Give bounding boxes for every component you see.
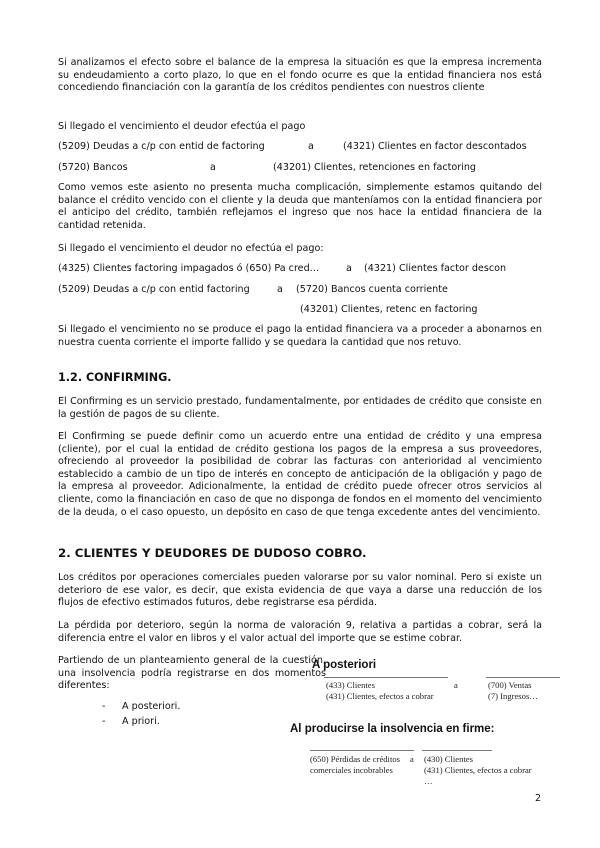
paragraph-bank-withholding: Si llegado el vencimiento no se produce el pago la entidad financiera va a proceder a abonarnos en nuestra cuenta corriente el importe fallido y se quedara la cantidad que nos retuvo.	[58, 324, 542, 348]
paragraph-impairment-loss: La pérdida por deterioro, según la norma de valoración 9, relativa a partidas a cobrar, será la diferencia entre el valor en libros y el valor actual del importe que se estime cobrar.	[58, 620, 542, 644]
paragraph-payment-not-made: Si llegado el vencimiento el deudor no efectúa el pago:	[58, 243, 324, 254]
image-rule	[422, 750, 492, 751]
entry4-a: a	[277, 284, 283, 295]
page-number: 2	[535, 793, 542, 804]
entry2-debit: (5720) Bancos	[58, 162, 128, 173]
entry4-debit: (5209) Deudas a c/p con entid factoring	[58, 284, 250, 295]
paragraph-balance-effect: Si analizamos el efecto sobre el balance de la empresa la situación es que la empresa incrementa su endeudamiento a corto plazo, lo que en el fondo ocurre es que la entidad financiera nos está concediendo financiación con la garantía de los créditos pendientes con nuestros cliente	[58, 57, 542, 94]
entry5-credit: (43201) Clientes, retenc en factoring	[300, 304, 478, 315]
image-r1-right2: (7) Ingresos…	[488, 691, 538, 701]
bullet-marker: -	[102, 701, 106, 712]
heading-confirming: 1.2. CONFIRMING.	[58, 371, 172, 384]
entry3-debit: (4325) Clientes factoring impagados ó (650) Pa cred…	[58, 263, 320, 274]
image-r2-left2: comerciales incobrables	[310, 765, 393, 775]
entry1-debit: (5209) Deudas a c/p con entid de factoring	[58, 141, 265, 152]
image-rule	[324, 677, 448, 678]
paragraph-commercial-credits: Los créditos por operaciones comerciales pueden valorarse por su valor nominal. Pero si existe un deterioro de ese valor, es decir, que exista evidencia de que vaya a darse una reducción de los flujos de efectivo estimados futuros, debe registrarse esa pérdida.	[58, 572, 542, 609]
bullet-marker: -	[102, 716, 106, 727]
image-r1-left2: (431) Clientes, efectos a cobrar	[326, 691, 434, 701]
image-r1-right1: (700) Ventas	[488, 680, 532, 690]
bullet-a-posteriori: A posteriori.	[122, 701, 181, 712]
image-r1-a: a	[454, 680, 458, 690]
image-r2-a: a	[410, 754, 414, 764]
image-r2-left1: (650) Pérdidas de créditos	[310, 754, 400, 764]
image-r2-right1: (430) Clientes	[424, 754, 473, 764]
entry3-credit: (4321) Clientes factor descon	[364, 263, 507, 274]
image-title-insolvency: Al producirse la insolvencia en firme:	[290, 723, 495, 735]
heading-doubtful-debtors: 2. CLIENTES Y DEUDORES DE DUDOSO COBRO.	[58, 546, 367, 560]
entry2-a: a	[210, 162, 216, 173]
image-rule	[486, 677, 560, 678]
image-r1-left1: (433) Clientes	[326, 680, 375, 690]
entry1-credit: (4321) Clientes en factor descontados	[343, 141, 527, 152]
bullet-a-priori: A priori.	[122, 716, 160, 727]
entry3-a: a	[346, 263, 352, 274]
paragraph-two-moments: Partiendo de un planteamiento general de la cuestión, una insolvencia podría registrarse en dos momentos diferentes:	[58, 655, 326, 692]
paragraph-payment-made: Si llegado el vencimiento el deudor efectúa el pago	[58, 121, 306, 132]
paragraph-entry-explanation: Como vemos este asiento no presenta mucha complicación, simplemente estamos quitando del balance el crédito vencido con el cliente y la deuda que manteníamos con la entidad financiera por el anticipo del crédito, también reflejamos el ingreso que nos hace la entidad financiera de la cantidad retenida.	[58, 182, 542, 231]
entry2-credit: (43201) Clientes, retenciones en factoring	[273, 162, 477, 173]
paragraph-confirming-definition: El Confirming se puede definir como un acuerdo entre una entidad de crédito y una empresa (cliente), por el cual la entidad de crédito gestiona los pagos de la empresa a sus proveedores, ofreciendo al proveedor la posibilidad de cobrar las facturas con anterioridad al vencimiento establecido a cambio de un tipo de interés en concepto de anticipación de la obligación y pago de la empresa al proveedor. Adicionalmente, la entidad de crédito puede ofrecer otros servicios al cliente, como la financiación en caso de que no disponga de fondos en el momento del vencimiento de la deuda, o el caso opuesto, un depósito en caso de que tenga excedente antes del vencimiento.	[58, 431, 542, 518]
entry1-a: a	[308, 141, 314, 152]
image-rule	[310, 750, 414, 751]
image-r2-right2: (431) Clientes, efectos a cobrar	[424, 765, 532, 775]
image-title-a-posteriori: A posteriori	[312, 659, 377, 671]
entry4-credit: (5720) Bancos cuenta corriente	[296, 284, 448, 295]
paragraph-confirming-intro: El Confirming es un servicio prestado, fundamentalmente, por entidades de crédito que consiste en la gestión de pagos de su cliente.	[58, 396, 542, 420]
image-r2-right3: …	[424, 776, 433, 786]
